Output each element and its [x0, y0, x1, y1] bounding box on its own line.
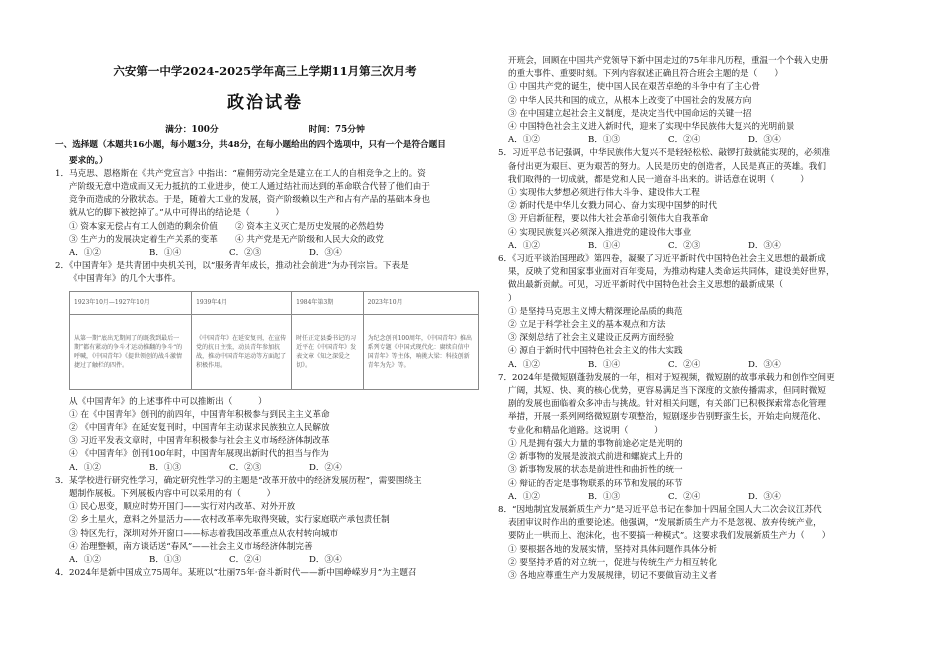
- q7-statement: ④ 辩证的否定是事物联系的环节和发展的环节: [508, 478, 683, 489]
- q8-stem-line: 表团审议时作出的重要论述。他强调，“发展新质生产力不是忽视、放弃传统产业，: [508, 518, 822, 529]
- choice-d[interactable]: D．②④: [309, 462, 342, 473]
- q2-statement: ④ 《中国青年》创刊100年时，中国青年展现出新时代的担当与作为: [69, 449, 329, 460]
- q8-statement: ② 要坚持矛盾的对立统一，促进与传统生产力相互转化: [508, 557, 717, 568]
- question-6: [498, 253, 903, 372]
- choice-c[interactable]: C．②④: [668, 491, 701, 502]
- q2-events-table: [69, 291, 479, 390]
- q4-choices: [508, 134, 903, 147]
- q6-stem-line: 做出最新贡献。可见，习近平新时代中国特色社会主义思想的最新成果（: [508, 280, 801, 291]
- q3-stem-line: 题制作展板。下列展板内容中可以采用的有（ ）: [69, 489, 276, 500]
- q5-stem-line: 我们取得的一切成就，都是党和人民一道奋斗出来的。讲话意在说明（ ）: [508, 174, 809, 185]
- exam-time: 时间：75分钟: [308, 125, 365, 136]
- table-header: 1984年第3期: [292, 291, 363, 314]
- question-2: [55, 260, 475, 475]
- exam-meta: [55, 124, 475, 137]
- q8-stem-line: 8．“因地制宜发展新质生产力”是习近平总书记在参加十四届全国人大二次会议江苏代: [498, 504, 822, 515]
- q1-statement: ③ 生产力的发展决定着生产关系的变革 ④ 共产党是无产阶级和人民大众的政党: [69, 234, 384, 245]
- q7-stem-line: 广阔，其短、快、爽的核心优势，更容易满足当下深度的文旅传播需求，但同时微短: [508, 386, 826, 397]
- choice-d[interactable]: D．③④: [748, 359, 781, 370]
- q1-stem-line: 1．马克思、恩格斯在《共产党宣言》中指出：“雇佣劳动完全是建立在工人的自相竞争之上的。资: [55, 168, 426, 179]
- choice-d[interactable]: D．③④: [748, 491, 781, 502]
- choice-c[interactable]: C．②④: [668, 135, 701, 146]
- choice-a[interactable]: A．①②: [508, 359, 540, 370]
- choice-c[interactable]: C．②④: [229, 555, 262, 566]
- q6-choices: [508, 359, 903, 372]
- choice-b[interactable]: B．①③: [588, 491, 621, 502]
- table-cell: 时任正定县委书记的习近平在《中国青年》发表文章《知之深爱之切》。: [292, 314, 363, 389]
- exam-title: 六安第一中学2024-2025学年高三上学期11月第三次月考: [113, 64, 417, 78]
- q5-statement: ④ 实现民族复兴必须深入推进党的建设伟大事业: [508, 227, 692, 238]
- table-header: 1939年4月: [192, 291, 292, 314]
- q1-stem-line: 产阶级无意中造成而又无力抵抗的工业进步，使工人通过结社而达到的革命联合代替了他们由于: [69, 182, 430, 193]
- question-3: [55, 475, 475, 567]
- q2-stem-line: 2．《中国青年》是共青团中央机关刊，以“服务青年成长，推动社会前进”为办刊宗旨。下表是: [55, 261, 409, 272]
- choice-a[interactable]: A．①②: [508, 491, 540, 502]
- choice-b[interactable]: B．①③: [149, 462, 182, 473]
- q4-stem-line: 开班会，回顾在中国共产党领导下新中国走过的75年非凡历程，重温一个个载入史册: [508, 56, 829, 66]
- q7-statement: ① 凡是拥有强大力量的事物前途必定是光明的: [508, 438, 683, 449]
- q6-statement: ④ 源自于新时代中国特色社会主义的伟大实践: [508, 346, 683, 357]
- q7-statement: ③ 新事物发展的状态是前进性和曲折性的统一: [508, 465, 683, 476]
- table-cell: 为纪念创刊100周年，《中国青年》推出系列专题《中国式现代化：赓续自信中国青年》等主体，响挑大梁：科技创新青年为先》等。: [363, 314, 478, 389]
- choice-b[interactable]: B．①④: [588, 359, 621, 370]
- choice-c[interactable]: C．②③: [229, 248, 262, 259]
- choice-a[interactable]: A．①②: [69, 248, 101, 259]
- q5-statement: ③ 开启新征程，要以伟大社会革命引领伟大自我革命: [508, 214, 709, 225]
- q6-statement: ③ 深刻总结了社会主义建设正反两方面经验: [508, 333, 675, 344]
- choice-a[interactable]: A．①②: [69, 555, 101, 566]
- choice-d[interactable]: D．③④: [309, 248, 342, 259]
- q6-stem-line: ）: [508, 293, 517, 304]
- q3-statement: ③ 特区先行，深圳对外开窗口——标志着我国改革重点从农村转向城市: [69, 528, 339, 539]
- choice-c[interactable]: C．②③: [229, 462, 262, 473]
- subject-title: 政治试卷: [227, 93, 303, 114]
- question-5: [498, 147, 903, 253]
- q8-stem-line: 要防止一哄而上、泡沫化，也不要搞一种模式”。这要求我们发展新质生产力（ ）: [508, 531, 831, 542]
- q5-statement: ② 新时代是中华儿女戮力同心、奋力实现中国梦的时代: [508, 201, 717, 212]
- q4-statement: ④ 中国特色社会主义进入新时代，迎来了实现中华民族伟大复兴的光明前景: [508, 122, 795, 133]
- q2-statement: ① 在《中国青年》创刊的前四年，中国青年积极参与到民主主义革命: [69, 409, 330, 420]
- q4-statement: ③ 在中国建立起社会主义制度，是决定当代中国命运的关键一招: [508, 108, 752, 119]
- choice-b[interactable]: B．①④: [149, 248, 182, 259]
- q4-stem-line: 的重大事件、重要时刻。下列内容叙述正确且符合班会主题的是（ ）: [508, 69, 784, 80]
- q6-statement: ① 是坚持马克思主义博大精深理论品质的典范: [508, 306, 683, 317]
- choice-d[interactable]: D．③④: [748, 240, 781, 251]
- q6-statement: ② 立足于科学社会主义的基本观点和方法: [508, 320, 666, 331]
- q5-choices: [508, 240, 903, 253]
- q7-stem-line: 剧的发展也面临着众多冲击与挑战。针对相关问题，有关部门已积极探索常态化管理: [508, 399, 826, 410]
- q6-stem-line: 6．《习近平谈治国理政》第四卷，凝聚了习近平新时代中国特色社会主义思想的最新成: [498, 254, 826, 265]
- q1-choices: [55, 247, 475, 260]
- choice-c[interactable]: C．②③: [668, 240, 701, 251]
- full-score: 满分：100分: [165, 125, 219, 136]
- question-4-start: [55, 567, 475, 580]
- q5-statement: ① 实现伟大梦想必须进行伟大斗争、建设伟大工程: [508, 188, 700, 199]
- table-cell: 《中国青年》在延安复刊，在宣传党的抗日主张，动员青年参加抗战，推动中国青年运动等方面起了积极作用。: [192, 314, 292, 389]
- q5-stem-line: 备付出更为艰巨、更为艰苦的努力。人民是历史的创造者，人民是真正的英雄。我们: [508, 161, 826, 172]
- choice-b[interactable]: B．①③: [149, 555, 182, 566]
- q3-choices: [55, 554, 475, 567]
- q1-stem-line: 竞争而造成的分散状态。于是，随着大工业的发展，资产阶级赖以生产和占有产品的基础本身也: [69, 195, 430, 206]
- section-heading-cont: 要求的。）: [69, 155, 108, 166]
- q7-stem-line: 专业化和精品化道路。这说明（ ）: [508, 425, 663, 436]
- choice-a[interactable]: A．①②: [508, 240, 540, 251]
- right-column: [498, 55, 903, 583]
- question-1: [55, 168, 475, 260]
- choice-c[interactable]: C．②④: [668, 359, 701, 370]
- choice-b[interactable]: B．①④: [588, 240, 621, 251]
- q6-stem-line: 果，反映了党和国家事业面对百年变局，为推动构建人类命运共同体，建设美好世界，: [508, 267, 835, 278]
- q8-statement: ① 要根据各地的发展实情，坚持对具体问题作具体分析: [508, 544, 717, 555]
- q5-stem-line: 5．习近平总书记强调，中华民族伟大复兴不是轻轻松松、敲锣打鼓就能实现的，必须准: [498, 148, 831, 159]
- choice-a[interactable]: A．①②: [69, 462, 101, 473]
- q8-statement: ③ 各地应尊重生产力发展规律，切记不要做盲动主义者: [508, 570, 717, 581]
- q2-stem-line: 从《中国青年》的上述事件中可以推断出（ ）: [69, 396, 267, 407]
- q4-statement: ① 中国共产党的诞生，使中国人民在艰苦卓绝的斗争中有了主心骨: [508, 82, 760, 93]
- q7-stem-line: 7．2024年是微短剧蓬勃发展的一年，相对于短视频，微短剧的故事承载力和创作空间更: [498, 372, 835, 383]
- q3-stem-line: 3．某学校进行研究性学习，确定研究性学习的主题是“改革开放中的经济发展历程”，需要围绕主: [55, 475, 422, 486]
- question-7: [498, 372, 903, 504]
- table-header: 1923年10月—1927年10月: [70, 291, 192, 314]
- choice-d[interactable]: D．③④: [748, 135, 781, 146]
- section-heading: 一、选择题（本题共16小题，每小题3分，共48分，在每小题给出的四个选项中，只有一个是符合题目: [55, 140, 446, 151]
- choice-a[interactable]: A．①②: [508, 135, 540, 146]
- q7-choices: [508, 491, 903, 504]
- q2-stem-line: 《中国青年》的几个大事件。: [69, 274, 181, 285]
- question-4-cont: [508, 55, 903, 147]
- q4-stem-line: 4．2024年是新中国成立75周年。某班以“壮丽75年·奋斗新时代——新中国峥嵘岁月”为主题召: [55, 568, 417, 579]
- q1-stem-line: 就从它的脚下被挖掉了。”从中可得出的结论是（ ）: [69, 208, 284, 219]
- choice-b[interactable]: B．①③: [588, 135, 621, 146]
- table-header: 2023年10月: [363, 291, 478, 314]
- choice-d[interactable]: D．③④: [309, 555, 342, 566]
- question-8: [498, 504, 903, 583]
- q4-statement: ② 中华人民共和国的成立，从根本上改变了中国社会的发展方向: [508, 95, 752, 106]
- q3-statement: ② 乡土星火，意料之外显活力——农村改革率先取得突破，实行家庭联产承包责任制: [69, 515, 390, 526]
- q7-statement: ② 新事物的发展是波浪式前进和螺旋式上升的: [508, 452, 683, 463]
- q2-statement: ③ 习近平发表文章时，中国青年积极参与社会主义市场经济体制改革: [69, 436, 330, 447]
- q2-choices: [55, 462, 475, 475]
- left-column: [55, 0, 475, 580]
- q7-stem-line: 举措，开展一系列网络微短剧专项整治，短剧逐步告别野蛮生长，开始走向规范化、: [508, 412, 826, 423]
- q2-statement: ② 《中国青年》在延安复刊时，中国青年主动谋求民族独立人民解放: [69, 423, 330, 434]
- q3-statement: ④ 治理整顿，南方谈话送“春风”——社会主义市场经济体制完善: [69, 541, 313, 552]
- q1-statement: ① 资本家无偿占有工人创造的剩余价值 ② 资本主义灭亡是历史发展的必然趋势: [69, 221, 384, 232]
- q3-statement: ① 民心思变，顺应时势开国门——实行对内改革、对外开放: [69, 502, 296, 513]
- table-cell: 从第一期“底出无期间了的既我到最后一期”都有紧动的争斗才运动推翻的争斗“的呼喊，《中国青年》《提世领创的战斗激情捷过了触栏的四件。: [70, 314, 192, 389]
